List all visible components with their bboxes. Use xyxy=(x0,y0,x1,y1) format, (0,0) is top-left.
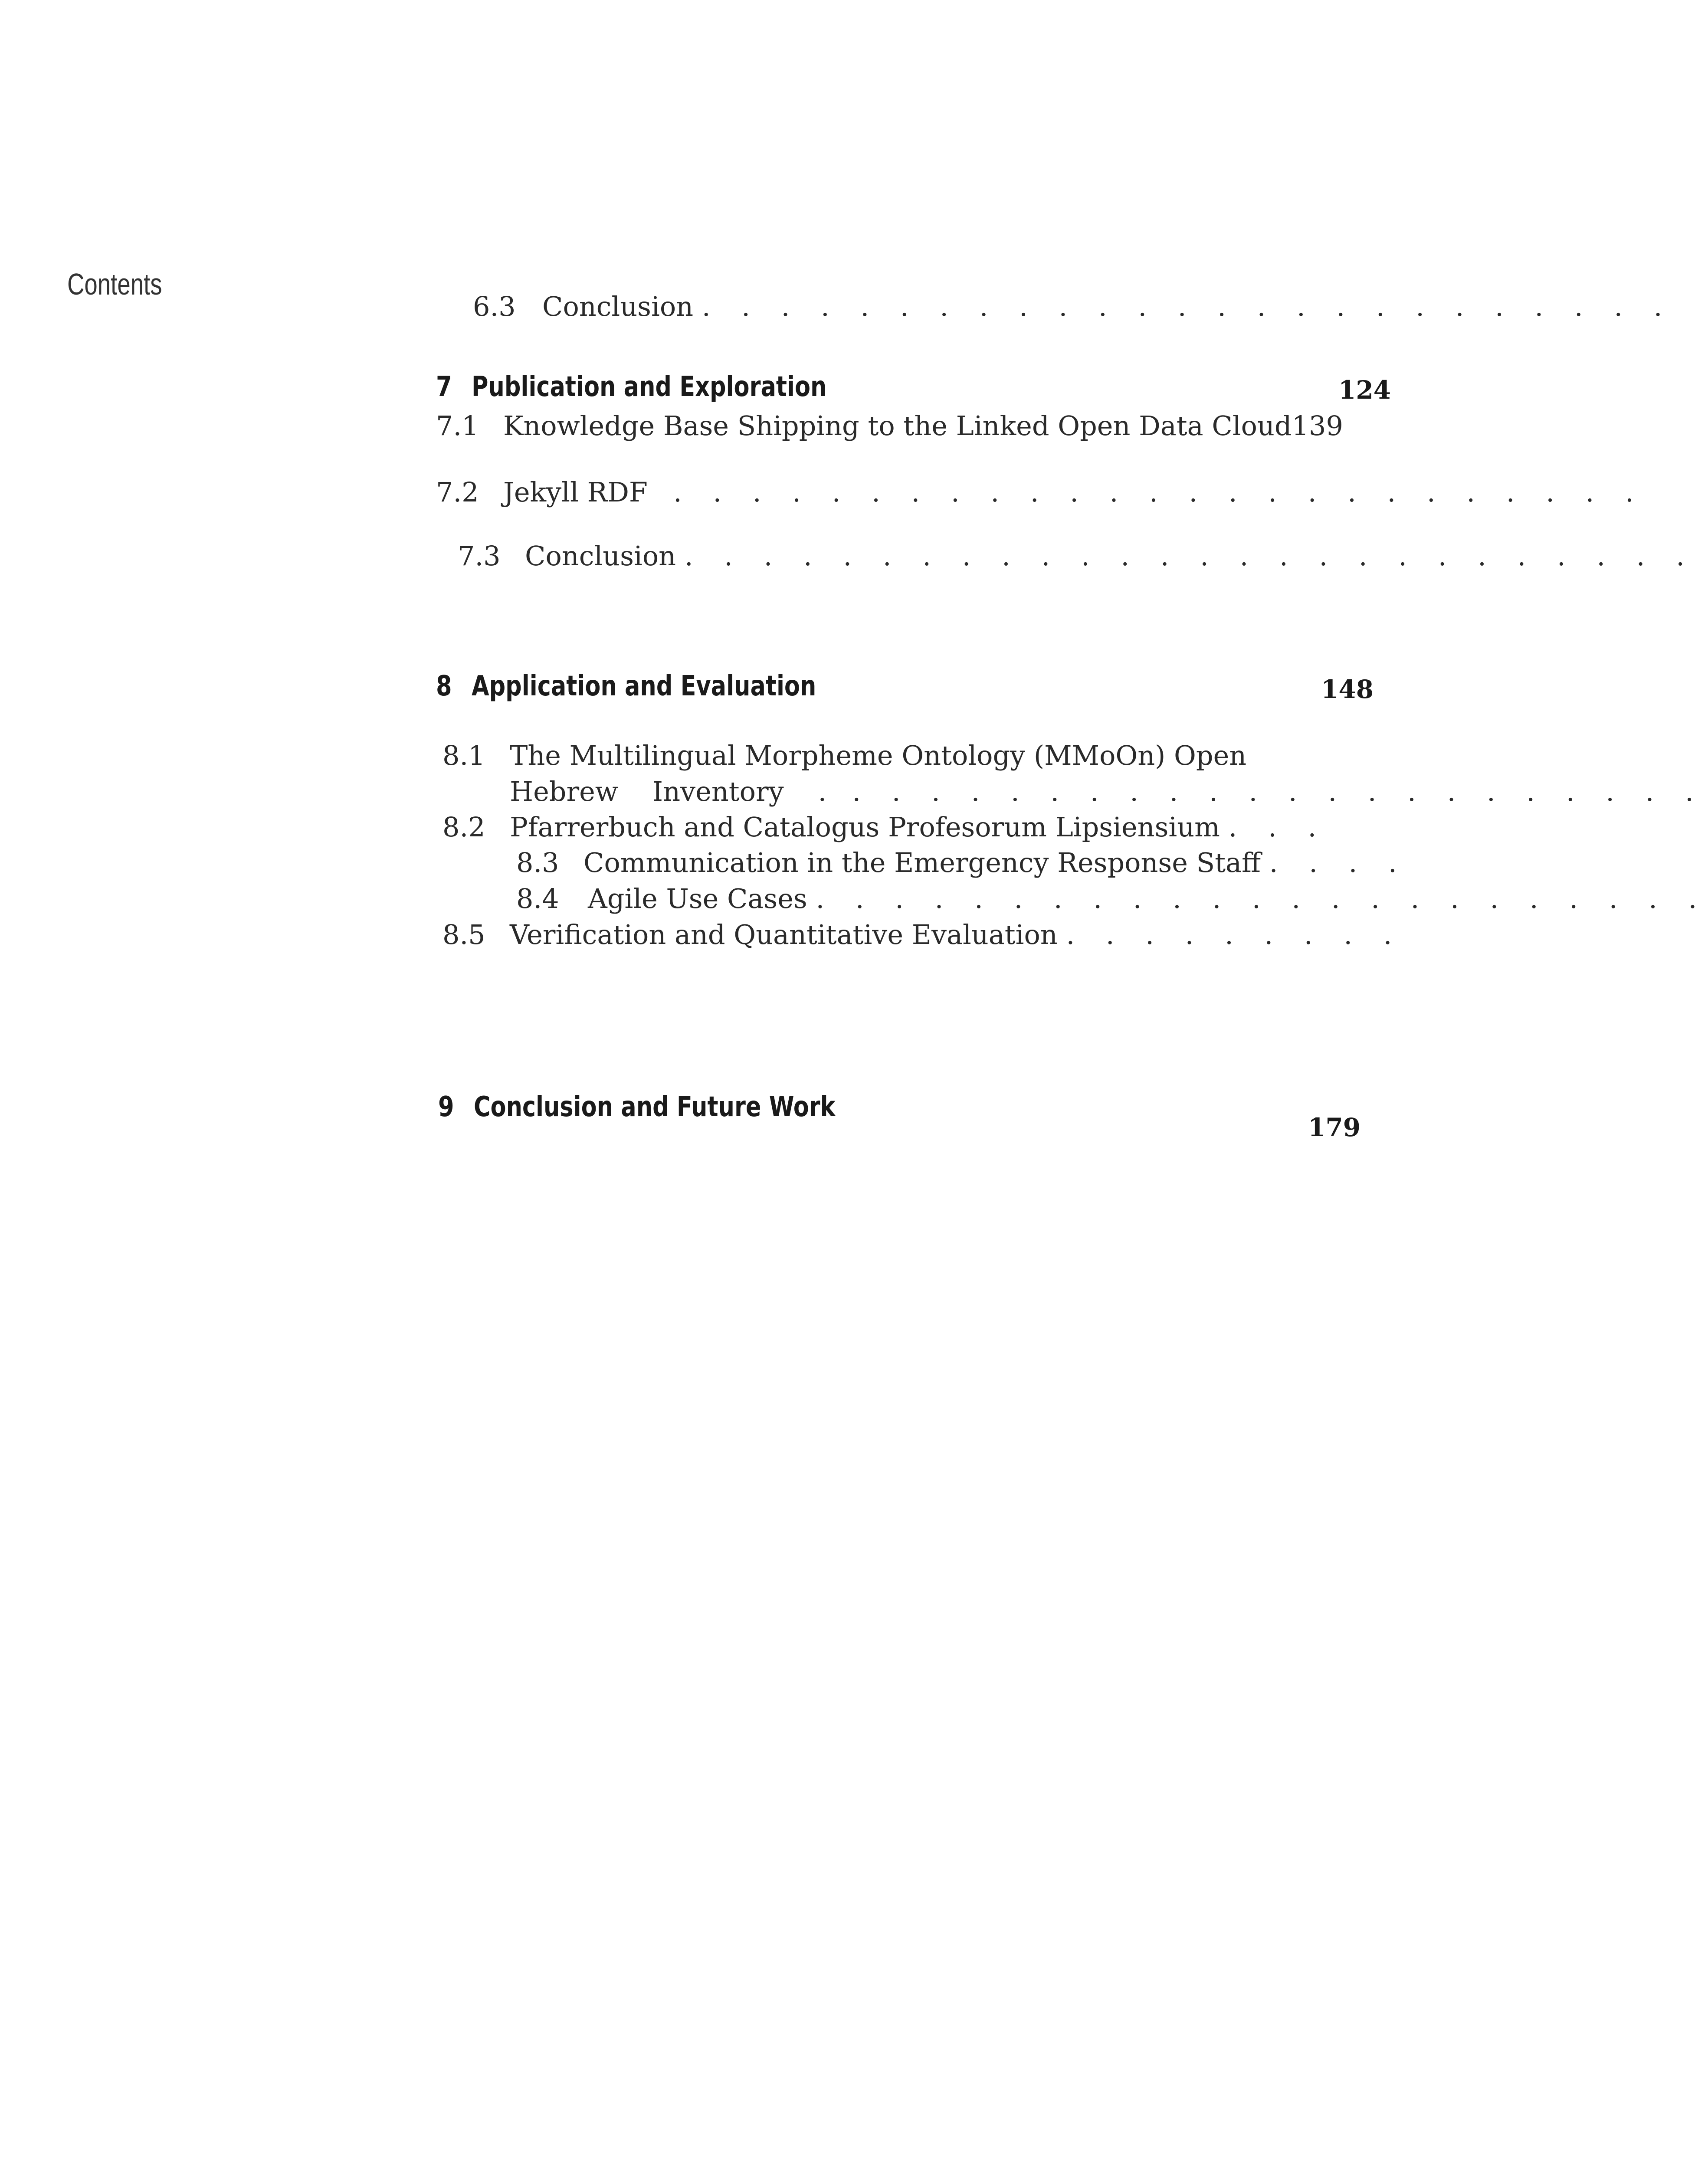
section-title: Agile Use Cases xyxy=(588,883,807,914)
chapter-page-number-8: 148 xyxy=(1321,675,1374,704)
chapter-title: Publication and Exploration xyxy=(472,371,827,403)
section-number: 7.2 xyxy=(436,476,479,508)
section-title: Verification and Quantitative Evaluation xyxy=(510,919,1058,950)
section-number: 7.1 xyxy=(436,410,479,442)
running-header: Contents xyxy=(67,267,162,301)
leader-dots: . . . . xyxy=(1269,847,1408,878)
chapter-page-number-9: 179 xyxy=(1308,1113,1361,1142)
chapter-heading-7[interactable] xyxy=(436,371,826,403)
toc-entry-7-3[interactable] xyxy=(458,540,1696,572)
toc-entry-8-3[interactable] xyxy=(516,847,1408,878)
leader-dots: . . . . . . . . . . . . . . . . . . . . . . xyxy=(852,776,1705,807)
section-number: 8.2 xyxy=(443,811,485,843)
toc-entry-8-2[interactable] xyxy=(443,811,1328,843)
toc-entry-8-4[interactable] xyxy=(516,883,1708,914)
leader-dots: . . . . . . . . . . . . . . . . . . . . . . . . . . xyxy=(684,540,1696,572)
chapter-title: Conclusion and Future Work xyxy=(474,1091,836,1123)
toc-entry-8-1[interactable] xyxy=(443,740,1246,771)
leader-dots: . . . . . . . . . xyxy=(1066,919,1403,950)
leader-dots: . . . . . . . . . . . . . . . . . . . . . . . . . xyxy=(673,476,1645,508)
toc-entry-7-1[interactable] xyxy=(436,410,1343,442)
chapter-title: Application and Evaluation xyxy=(472,670,816,702)
section-number: 8.4 xyxy=(516,883,559,914)
chapter-heading-9[interactable] xyxy=(438,1091,836,1123)
toc-entry-7-2[interactable] xyxy=(436,476,1645,508)
section-number: 8.5 xyxy=(443,919,485,950)
section-title: Conclusion xyxy=(525,540,676,572)
section-number: 6.3 xyxy=(473,291,516,322)
toc-entry-6-3[interactable] xyxy=(473,291,1674,322)
section-title: Jekyll RDF xyxy=(503,476,648,508)
section-title-line-2: Hebrew Inventory . xyxy=(510,776,827,807)
toc-entry-8-1-continued[interactable] xyxy=(510,776,1705,807)
section-title: Pfarrerbuch and Catalogus Profesorum Lipsiensium xyxy=(510,811,1220,843)
section-title: Conclusion xyxy=(542,291,694,322)
chapter-heading-8[interactable] xyxy=(436,670,816,702)
leader-dots: . . . . . . . . . . . . . . . . . . . . . . . . . xyxy=(702,291,1674,322)
section-number: 8.3 xyxy=(516,847,559,878)
chapter-number: 9 xyxy=(438,1091,454,1123)
leader-dots: . . . xyxy=(1228,811,1328,843)
section-title: Knowledge Base Shipping to the Linked Open Data Cloud139 xyxy=(503,410,1343,442)
chapter-number: 8 xyxy=(436,670,452,702)
chapter-page-number-7: 124 xyxy=(1338,375,1391,405)
leader-dots: . . . . . . . . . . . . . . . . . . . . . . . xyxy=(816,883,1708,914)
chapter-number: 7 xyxy=(436,371,452,403)
section-number: 7.3 xyxy=(458,540,501,572)
section-title: Communication in the Emergency Response Staff xyxy=(584,847,1261,878)
section-number: 8.1 xyxy=(443,740,485,771)
toc-entry-8-5[interactable] xyxy=(443,919,1403,950)
section-title-line-1: The Multilingual Morpheme Ontology (MMoOn) Open xyxy=(510,740,1247,771)
